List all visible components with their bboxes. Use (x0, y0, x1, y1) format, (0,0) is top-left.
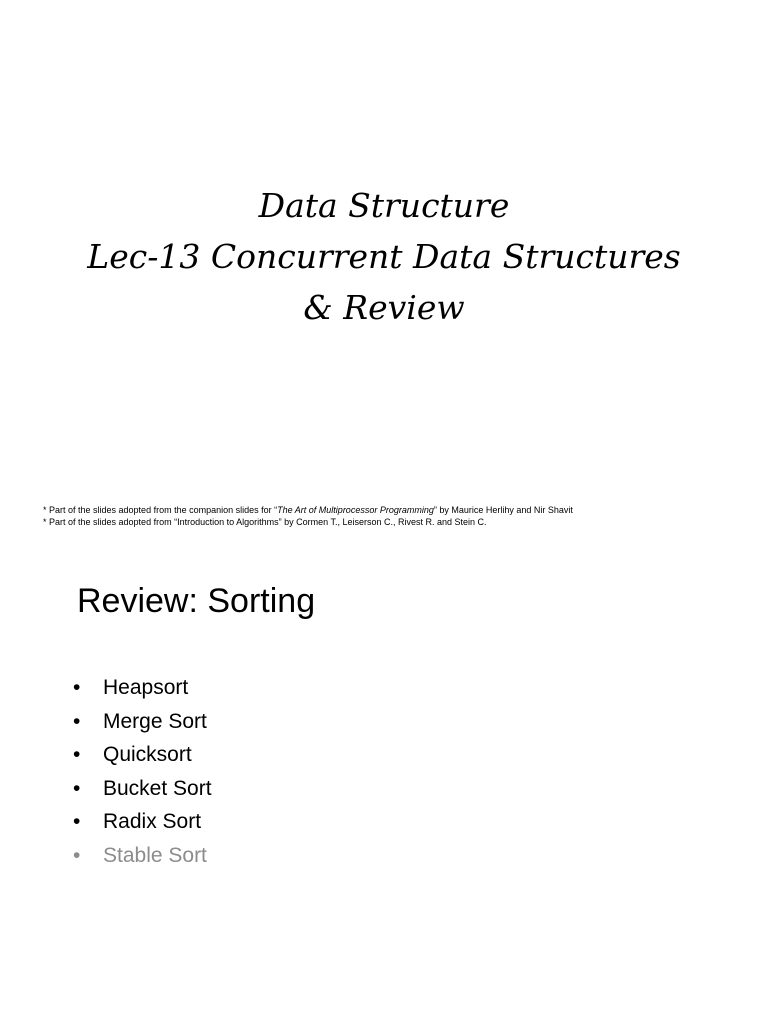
attribution-footnotes (43, 504, 743, 528)
footnote-cormen: * Part of the slides adopted from “Introduction to Algorithms” by Cormen T., Leiserson C., Rivest R. and Stein C. (43, 517, 487, 527)
footnote-book-title: The Art of Multiprocessor Programming (277, 505, 434, 515)
title-line-course: Data Structure (258, 186, 510, 225)
list-item-label: Stable Sort (103, 843, 207, 867)
list-item-label: Radix Sort (103, 810, 202, 833)
list-item (73, 671, 212, 705)
bullet-icon: • (73, 709, 81, 733)
review-sorting-slide (0, 560, 768, 1024)
bullet-icon: • (73, 676, 81, 699)
title-line-review: & Review (303, 288, 465, 327)
bullet-icon: • (73, 743, 81, 766)
footnote-herlihy-prefix: * Part of the slides adopted from the companion slides for “ (43, 505, 278, 515)
bullet-icon: • (73, 776, 81, 800)
footnote-herlihy-suffix: ” by Maurice Herlihy and Nir Shavit (433, 505, 573, 515)
list-item (73, 839, 212, 873)
footnote-herlihy (43, 504, 743, 516)
title-line-lecture: Lec-13 Concurrent Data Structures (87, 237, 681, 276)
list-item (73, 772, 212, 806)
list-item (73, 805, 212, 839)
bullet-icon: • (73, 810, 81, 833)
list-item (73, 705, 212, 739)
list-item-label: Bucket Sort (103, 776, 212, 800)
list-item-label: Merge Sort (103, 709, 207, 733)
slide-title: Review: Sorting (77, 582, 316, 620)
list-item-label: Quicksort (103, 743, 192, 766)
sorting-list (73, 671, 212, 872)
list-item (73, 738, 212, 772)
list-item-label: Heapsort (103, 676, 189, 699)
bullet-icon: • (73, 843, 81, 867)
lecture-title (0, 180, 768, 333)
